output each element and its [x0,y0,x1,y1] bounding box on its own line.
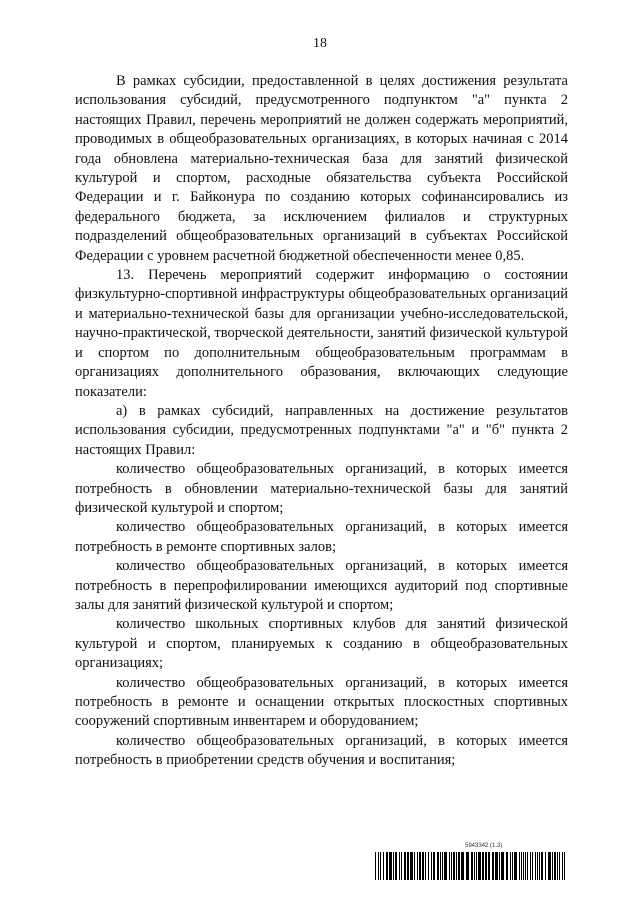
document-code: 5943342 (1.3) [465,843,503,849]
paragraph: количество общеобразовательных организаций, в которых имеется потребность в ремонте и оснащении открытых плоскостных спортивных сооружений спортивным инвентарем и оборудованием; [75,674,568,730]
paragraph: количество общеобразовательных организаций, в которых имеется потребность в ремонте спортивных залов; [75,519,568,555]
paragraph: количество общеобразовательных организаций, в которых имеется потребность в обновлении материально-технической базы для занятий физической культурой и спортом; [75,461,568,516]
paragraph: количество общеобразовательных организаций, в которых имеется потребность в приобретении средств обучения и воспитания; [75,732,568,769]
paragraph: количество общеобразовательных организаций, в которых имеется потребность в перепрофилировании имеющихся аудиторий под спортивные залы для занятий физической культурой и спортом; [75,558,568,613]
paragraph: 13. Перечень мероприятий содержит информацию о состоянии физкультурно-спортивной инфраструктуры общеобразовательных организаций и материально-технической базы для организации учебно-исследовательской, научно-практической, творческой деятельности, занятий физической культурой и спортом по дополнительным общеобразовательным программам в организациях дополнительного образования, включающих следующие показатели: [75,267,568,400]
barcode-image [375,852,565,880]
document-body [75,72,568,771]
paragraph: В рамках субсидии, предоставленной в целях достижения результата использования субсидий, предусмотренного подпунктом "а" пункта 2 настоящих Правил, перечень мероприятий не должен содержать мероприятий, проводимых в общеобразовательных организациях, в которых начиная с 2014 года обновлена материально-техническая база для занятий физической культурой и спортом, расходные обязательства субъекта Российской Федерации и г. Байконура по созданию которых софинансировались из федерального бюджета, за исключением филиалов и структурных подразделений общеобразовательных организаций в субъектах Российской Федерации с уровнем расчетной бюджетной обеспеченности менее 0,85. [75,73,568,264]
page-number: 18 [313,36,327,51]
paragraph: а) в рамках субсидий, направленных на достижение результатов использования субсидии, предусмотренных подпунктами "а" и "б" пункта 2 настоящих Правил: [75,402,568,458]
paragraph: количество школьных спортивных клубов для занятий физической культурой и спортом, планируемых к созданию в общеобразовательных организациях; [75,616,568,672]
